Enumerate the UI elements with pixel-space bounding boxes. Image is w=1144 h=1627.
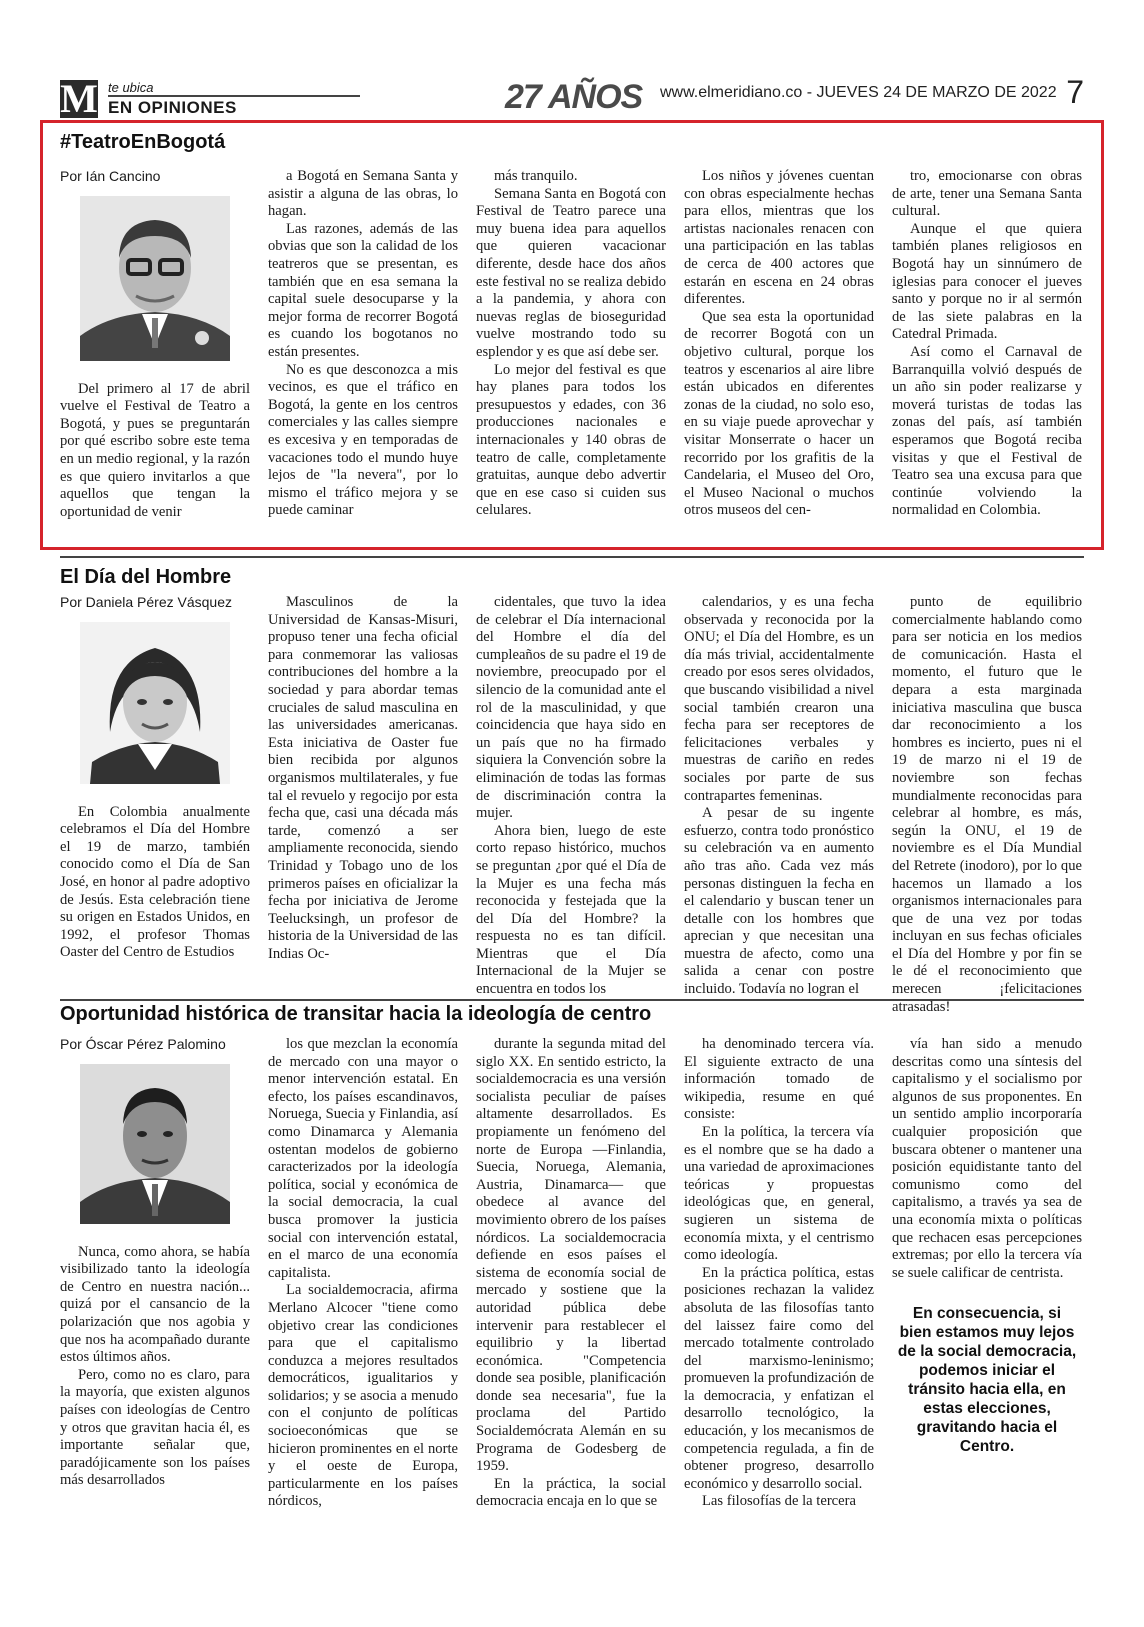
- article-column-1: Por Ián Cancino Del primero al 17 de abril vuelve el Festival de Teatro a Bogotá, y pues se preguntarán por qué escribo sobre este tema en un medio regional, y la razón es que quiero invitarlos a que aquellos que tengan la oportunidad de venir: [60, 168, 250, 520]
- article-column-5: vía han sido a menudo descritas como una síntesis del capitalismo y el socialismo por algunos de sus proponentes. En un sentido amplio incorporaría cualquier proposición que buscara obtener o mantener una posición equidistante tanto del comunismo como del capitalismo, a través ya sea de una economía mixta o políticas que rechacen esas percepciones extremas; por ello la tercera vía se suele calificar de centrista. En consecuencia, si bien estamos muy lejos de la social democracia, podemos iniciar el tránsito hacia ella, en estas elecciones, gravitando hacia el Centro.: [892, 1036, 1082, 1456]
- author-photo: [80, 622, 230, 784]
- article-divider: [60, 556, 1084, 558]
- article-column-4: calendarios, y es una fecha observada y reconocida por la ONU; el Día del Hombre, es un día más trivial, accidentalmente creado por esos seres olvidados, que buscando visibilidad a nivel social también crearon una fecha para ser receptores de felicitaciones verbales y muestras de cariño en redes sociales por parte de sus contrapartes femeninas. A pesar de su ingente esfuerzo, contra todo pronóstico su celebración va en aumento año tras año. Cada vez más personas distinguen la fecha en el calendario y buscan tener un detalle con los hombres que aprecian y que necesitan una muestra de afecto, como una salida a cenar con postre incluido. Todavía no logran el: [684, 594, 874, 998]
- meridiano-logo: M: [60, 76, 98, 121]
- article-divider: [60, 999, 1084, 1001]
- article-column-4: ha denominado tercera vía. El siguiente extracto de una información tomado de wikipedia, resume en qué consiste: En la política, la tercera vía es el nombre que se ha dado a una variedad de aproximaciones teóricas y propuestas ideológicas que, en general, sugieren un sistema de economía mixta, y el centrismo como ideología. En la práctica política, estas posiciones rechazan la validez absoluta de las filosofías tanto del laissez faire como del mercado totalmente controlado del marxismo-leninismo; promueven la profundización de la democracia, y enfatizan el desarrollo tecnológico, la educación, y los mecanismos de competencia regulada, a fin de obtener progreso, desarrollo económico y desarrollo social. Las filosofías de la tercera: [684, 1036, 874, 1510]
- article-column-4: Los niños y jóvenes cuentan con obras especialmente hechas para ellos, mientras que los artistas nacionales renacen con una participación en las tablas de cerca de 400 actores que estarán en escena en 24 obras diferentes. Que sea esta la oportunidad de recorrer Bogotá con un objetivo cultural, porque los teatros y escenarios al aire libre están ubicados en diferentes zonas de la ciudad, no solo eso, en su viaje puede aprovechar y visitar Monserrate o hacer un recorrido por los grafitis de la Candelaria, el Museo del Oro, el Museo Nacional o muchos otros museos del cen-: [684, 168, 874, 519]
- pull-quote: En consecuencia, si bien estamos muy lejos de la social democracia, podemos iniciar el tránsito hacia ella, en estas elecciones, gravitando hacia el Centro.: [897, 1305, 1077, 1456]
- article-column-5: tro, emocionarse con obras de arte, tener una Semana Santa cultural. Aunque el que quiera también planes religiosos en Bogotá hay un sinnúmero de iglesias para conocer el jueves santo y porque no ir al sermón de las siete palabras en la Catedral Primada. Así como el Carnaval de Barranquilla volvió después de un año sin poder realizarse y moverá turistas de todas las zonas del país, así también esperamos que Bogotá reciba visitas y que el Festival de Teatro sea una excusa para que continúe volviendo la normalidad en Colombia.: [892, 168, 1082, 519]
- tag-rule: [108, 95, 360, 97]
- article-column-2: a Bogotá en Semana Santa y asistir a alguna de las obras, lo hagan. Las razones, además de las obvias que son la calidad de los teatreros que se presentan, es también que en esa semana la capital suele desocuparse y la mejor forma de recorrer Bogotá es cuando los bogotanos no están presentes. No es que desconozca a mis vecinos, es que el tráfico en Bogotá, la gente en los centros comerciales y las calles siempre es excesiva y en temporadas de vacaciones todo el mundo huye lejos de "la nevera", por lo mismo el tráfico mejora y se puede caminar: [268, 168, 458, 519]
- article-column-3: cidentales, que tuvo la idea de celebrar el Día internacional del Hombre el día del cumpleaños de su padre el 19 de noviembre, preocupado por el silencio de la comunidad ante el rol de la masculinidad, y que coincidencia que haya sido en un país que no ha firmado siquiera la Convención sobre la eliminación de todas las formas de discriminación contra la mujer. Ahora bien, luego de este corto repaso histórico, muchos se preguntan ¿por qué el Día de la Mujer es una fecha más reconocida y festejada que la del Día del Hombre? la respuesta no es tan difícil. Mientras que el Día Internacional de la Mujer se encuentra en todos los: [476, 594, 666, 998]
- dateline: www.elmeridiano.co - JUEVES 24 DE MARZO DE 2022: [660, 84, 1057, 101]
- page-header: [60, 74, 1084, 122]
- author-photo: [80, 1064, 230, 1224]
- author-byline: Por Óscar Pérez Palomino: [60, 1036, 226, 1052]
- article-column-2: los que mezclan la economía de mercado con una mayor o menor intervención estatal. En efecto, los países escandinavos, Noruega, Suecia y Finlandia, así como Dinamarca y Alemania ostentan modelos de gobierno caracterizados por la ideología política, social y económica de la social democracia, la cual busca promover la justicia social con intervención estatal, en el marco de una economía capitalista. La socialdemocracia, afirma Merlano Alcocer "tiene como objetivo crear las condiciones para que el capitalismo conduzca a mejores resultados democráticos, igualitarios y solidarios; y se asocia a menudo con el conjunto de políticas socioeconómicas que se hicieron prominentes en el norte y el oeste de Europa, particularmente en los países nórdicos,: [268, 1036, 458, 1510]
- article-title: Oportunidad histórica de transitar hacia la ideología de centro: [60, 1003, 652, 1025]
- author-byline: Por Daniela Pérez Vásquez: [60, 594, 232, 610]
- author-photo: [80, 196, 230, 361]
- section-name: EN OPINIONES: [108, 98, 237, 117]
- article-teatro: [60, 131, 1084, 531]
- article-column-5: punto de equilibrio comercialmente hablando como para ser noticia en los medios de comunicación. Hasta el momento, el futuro que le depara a esta marginada iniciativa masculina que busca dar reconocimiento a los hombres es incierto, pues ni el 19 de marzo ni el 19 de noviembre son fechas mundialmente reconocidas para celebrar al hombre, es más, según la ONU, el 19 de noviembre es el Día Mundial del Retrete (inodoro), por lo que hacemos un llamado a los organismos internacionales para que de una vez por todas incluyan en sus fechas oficiales el Día del Hombre y por fin se le dé el reconocimiento que merecen ¡felicitaciones atrasadas!: [892, 594, 1082, 1015]
- article-column-2: Masculinos de la Universidad de Kansas-Misuri, propuso tener una fecha oficial para conmemorar las valiosas contribuciones del hombre a la sociedad y para abordar temas cruciales de salud masculina en las universidades americanas. Esta iniciativa de Oaster fue bien recibida por algunos organismos multilaterales, y fue tal el revuelo y regocijo por esta fecha que, casi una década más tarde, comenzó a ser ampliamente reconocida, siendo Trinidad y Tobago uno de los primeros países en oficializar la fecha por iniciativa de Jerome Teelucksingh, un profesor de historia de la Universidad de las Indias Oc-: [268, 594, 458, 962]
- author-byline: Por Ián Cancino: [60, 168, 161, 184]
- article-title: El Día del Hombre: [60, 566, 232, 588]
- article-title: #TeatroEnBogotá: [60, 131, 226, 153]
- article-column-3: más tranquilo. Semana Santa en Bogotá con Festival de Teatro parece una muy buena idea para aquellos que quieren vacacionar diferente, desde hace dos años este festival no se realiza debido a la pandemia, y ahora con nuevas reglas de bioseguridad vuelve mostrando todo su esplendor y es que así debe ser. Lo mejor del festival es que hay planes para todos los presupuestos y edades, con 36 producciones nacionales e internacionales y 140 obras de teatro de calle, completamente gratuitas, aunque debo advertir que en ese caso si cuiden sus celulares.: [476, 168, 666, 519]
- article-column-3: durante la segunda mitad del siglo XX. En sentido estricto, la socialdemocracia es una versión socialista peculiar de países altamente desarrollados. Es propiamente un fenómeno del norte de Europa —Finlandia, Suecia, Noruega, Alemania, Austria, Dinamarca— que obedece al avance del movimiento obrero de los países nórdicos. La socialdemocracia defiende en esos países el sistema de economía social de mercado y sostiene que la autoridad pública debe intervenir para restablecer el equilibrio y la libertad económica. "Competencia donde sea posible, planificación donde sea necesaria", fue la proclama del Partido Socialdemócrata Alemán en su Programa de Godesberg de 1959. En la práctica, la social democracia encaja en lo que se: [476, 1036, 666, 1510]
- article-column-1: Por Daniela Pérez Vásquez En Colombia anualmente celebramos el Día del Hombre el 19 de marzo, también conocido como el Día de San José, en honor al padre adoptivo de Jesús. Esta celebración tiene su origen en Estados Unidos, en 1992, el profesor Thomas Oaster del Centro de Estudios: [60, 594, 250, 961]
- section-tagline: te ubica: [108, 80, 154, 95]
- article-ideologia-centro: [60, 1003, 1084, 1533]
- anniversary-logo: 27 AÑOS: [505, 78, 643, 116]
- page-number: 7: [1066, 74, 1084, 110]
- article-column-1: Por Óscar Pérez Palomino Nunca, como ahora, se había visibilizado tanto la ideología de Centro en nuestra nación... quizá por el cansancio de la polarización que nos agobia y que nos ha acompañado durante estos últimos años. Pero, como no es claro, para la mayoría, que existen algunos países con ideologías de Centro y otros que gravitan hacia él, es importante señalar que, paradójicamente son los países más desarrollados: [60, 1036, 250, 1489]
